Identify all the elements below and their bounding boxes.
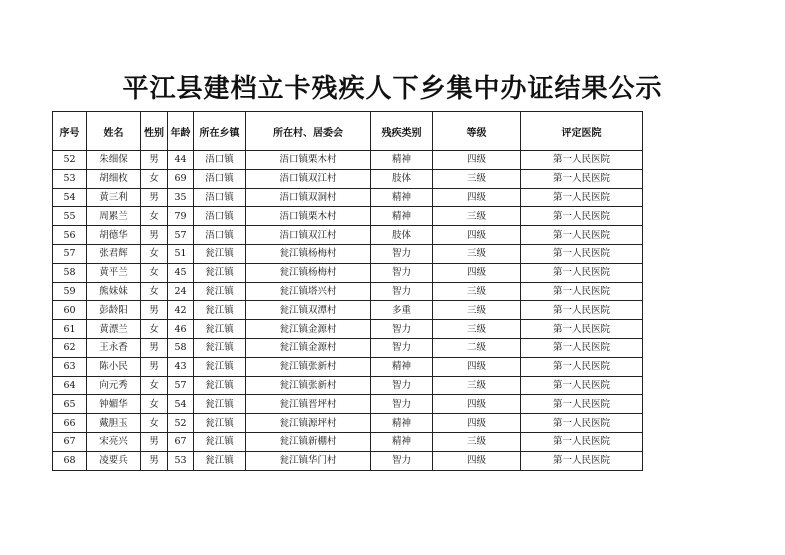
cell-village: 浯口镇双洞村 [246,188,371,207]
cell-level: 二级 [433,338,521,357]
cell-town: 浯口镇 [194,207,246,226]
cell-gender: 女 [141,244,168,263]
cell-gender: 男 [141,451,168,470]
page-title: 平江县建档立卡残疾人下乡集中办证结果公示 [122,74,663,104]
cell-age: 35 [168,188,194,207]
cell-age: 79 [168,207,194,226]
cell-hospital: 第一人民医院 [521,169,643,188]
cell-hospital: 第一人民医院 [521,226,643,245]
cell-age: 43 [168,357,194,376]
cell-level: 三级 [433,320,521,339]
cell-village: 瓮江镇杨梅村 [246,244,371,263]
cell-hospital: 第一人民医院 [521,432,643,451]
table-row [53,320,643,339]
cell-age: 58 [168,338,194,357]
cell-disability-type: 智力 [371,282,433,301]
cell-index: 64 [53,376,87,395]
cell-gender: 女 [141,395,168,414]
cell-age: 53 [168,451,194,470]
cell-disability-type: 精神 [371,207,433,226]
table-row [53,282,643,301]
cell-age: 52 [168,414,194,433]
header-index: 序号 [53,112,87,151]
cell-village: 瓮江镇金源村 [246,320,371,339]
cell-name: 王永香 [87,338,141,357]
cell-gender: 男 [141,357,168,376]
cell-name: 黄漂兰 [87,320,141,339]
cell-village: 瓮江镇张新村 [246,357,371,376]
cell-disability-type: 智力 [371,320,433,339]
table-row [53,451,643,470]
cell-village: 浯口镇栗木村 [246,207,371,226]
cell-index: 67 [53,432,87,451]
cell-level: 四级 [433,151,521,170]
cell-age: 67 [168,432,194,451]
cell-gender: 男 [141,226,168,245]
table-row [53,151,643,170]
cell-index: 57 [53,244,87,263]
header-gender: 性别 [141,112,168,151]
cell-disability-type: 精神 [371,357,433,376]
cell-gender: 女 [141,263,168,282]
cell-disability-type: 智力 [371,338,433,357]
cell-village: 瓮江镇双潭村 [246,301,371,320]
cell-level: 三级 [433,169,521,188]
table-row [53,338,643,357]
table-row [53,263,643,282]
cell-index: 54 [53,188,87,207]
cell-hospital: 第一人民医院 [521,151,643,170]
cell-name: 凌要兵 [87,451,141,470]
cell-name: 钟媚华 [87,395,141,414]
header-village: 所在村、居委会 [246,112,371,151]
cell-disability-type: 肢体 [371,169,433,188]
header-disability-type: 残疾类别 [371,112,433,151]
cell-town: 浯口镇 [194,226,246,245]
cell-name: 张君辉 [87,244,141,263]
table-row [53,301,643,320]
cell-level: 三级 [433,282,521,301]
table-row [53,414,643,433]
cell-index: 53 [53,169,87,188]
cell-name: 陈小民 [87,357,141,376]
cell-village: 瓮江镇新棚村 [246,432,371,451]
cell-index: 55 [53,207,87,226]
cell-hospital: 第一人民医院 [521,282,643,301]
cell-disability-type: 精神 [371,151,433,170]
cell-village: 瓮江镇晋坪村 [246,395,371,414]
cell-gender: 男 [141,151,168,170]
cell-town: 瓮江镇 [194,320,246,339]
cell-hospital: 第一人民医院 [521,376,643,395]
cell-name: 胡德华 [87,226,141,245]
cell-town: 瓮江镇 [194,357,246,376]
header-hospital: 评定医院 [521,112,643,151]
cell-age: 45 [168,263,194,282]
table-row [53,188,643,207]
cell-disability-type: 智力 [371,244,433,263]
cell-village: 瓮江镇华门村 [246,451,371,470]
cell-age: 57 [168,226,194,245]
cell-name: 胡细枚 [87,169,141,188]
cell-name: 朱细保 [87,151,141,170]
cell-index: 56 [53,226,87,245]
cell-name: 宋亮兴 [87,432,141,451]
cell-village: 瓮江镇张新村 [246,376,371,395]
cell-hospital: 第一人民医院 [521,207,643,226]
cell-age: 44 [168,151,194,170]
cell-town: 浯口镇 [194,169,246,188]
cell-name: 熊妹妹 [87,282,141,301]
cell-name: 周累兰 [87,207,141,226]
cell-village: 浯口镇栗木村 [246,151,371,170]
cell-level: 四级 [433,188,521,207]
cell-hospital: 第一人民医院 [521,395,643,414]
cell-gender: 女 [141,376,168,395]
cell-gender: 女 [141,414,168,433]
cell-index: 65 [53,395,87,414]
cell-town: 瓮江镇 [194,338,246,357]
cell-town: 瓮江镇 [194,244,246,263]
cell-gender: 女 [141,207,168,226]
cell-name: 黄平兰 [87,263,141,282]
cell-village: 瓮江镇塔兴村 [246,282,371,301]
cell-name: 戴胆玉 [87,414,141,433]
cell-age: 24 [168,282,194,301]
cell-disability-type: 精神 [371,432,433,451]
table-row [53,169,643,188]
cell-age: 46 [168,320,194,339]
cell-level: 四级 [433,226,521,245]
table-row [53,207,643,226]
cell-gender: 男 [141,338,168,357]
header-age: 年龄 [168,112,194,151]
header-name: 姓名 [87,112,141,151]
cell-level: 三级 [433,376,521,395]
table-row [53,357,643,376]
cell-index: 66 [53,414,87,433]
cell-disability-type: 智力 [371,395,433,414]
cell-village: 浯口镇双江村 [246,226,371,245]
cell-town: 浯口镇 [194,151,246,170]
cell-index: 60 [53,301,87,320]
cell-name: 彭龄阳 [87,301,141,320]
cell-level: 四级 [433,357,521,376]
cell-level: 四级 [433,451,521,470]
cell-gender: 男 [141,301,168,320]
cell-town: 瓮江镇 [194,376,246,395]
cell-town: 瓮江镇 [194,282,246,301]
cell-age: 51 [168,244,194,263]
cell-level: 四级 [433,263,521,282]
cell-disability-type: 肢体 [371,226,433,245]
header-town: 所在乡镇 [194,112,246,151]
cell-gender: 女 [141,320,168,339]
cell-disability-type: 智力 [371,451,433,470]
cell-village: 瓮江镇金源村 [246,338,371,357]
table-header-row [53,112,643,151]
cell-index: 62 [53,338,87,357]
table-row [53,395,643,414]
cell-index: 61 [53,320,87,339]
cell-village: 瓮江镇杨梅村 [246,263,371,282]
cell-town: 瓮江镇 [194,395,246,414]
cell-gender: 男 [141,188,168,207]
cell-disability-type: 精神 [371,414,433,433]
cell-age: 57 [168,376,194,395]
cell-index: 59 [53,282,87,301]
table-row [53,226,643,245]
cell-level: 四级 [433,395,521,414]
cell-gender: 女 [141,169,168,188]
cell-hospital: 第一人民医院 [521,263,643,282]
cell-town: 瓮江镇 [194,432,246,451]
cell-index: 68 [53,451,87,470]
cell-hospital: 第一人民医院 [521,451,643,470]
cell-gender: 男 [141,432,168,451]
table-row [53,432,643,451]
cell-disability-type: 多重 [371,301,433,320]
cell-hospital: 第一人民医院 [521,301,643,320]
cell-town: 瓮江镇 [194,414,246,433]
cell-index: 52 [53,151,87,170]
cell-town: 瓮江镇 [194,451,246,470]
cell-hospital: 第一人民医院 [521,320,643,339]
cell-age: 54 [168,395,194,414]
cell-town: 瓮江镇 [194,263,246,282]
cell-disability-type: 精神 [371,188,433,207]
cell-level: 三级 [433,301,521,320]
cell-hospital: 第一人民医院 [521,357,643,376]
cell-name: 向元秀 [87,376,141,395]
cell-hospital: 第一人民医院 [521,188,643,207]
cell-village: 浯口镇双江村 [246,169,371,188]
cell-age: 42 [168,301,194,320]
cell-level: 三级 [433,244,521,263]
cell-town: 浯口镇 [194,188,246,207]
results-table [52,111,643,471]
cell-disability-type: 智力 [371,263,433,282]
cell-gender: 女 [141,282,168,301]
cell-level: 四级 [433,414,521,433]
cell-village: 瓮江镇源坪村 [246,414,371,433]
cell-level: 三级 [433,207,521,226]
cell-hospital: 第一人民医院 [521,338,643,357]
table-row [53,376,643,395]
table-body [53,151,643,471]
cell-level: 三级 [433,432,521,451]
table-row [53,244,643,263]
cell-name: 黄三利 [87,188,141,207]
cell-index: 58 [53,263,87,282]
cell-disability-type: 智力 [371,376,433,395]
cell-index: 63 [53,357,87,376]
cell-hospital: 第一人民医院 [521,244,643,263]
cell-age: 69 [168,169,194,188]
cell-town: 瓮江镇 [194,301,246,320]
header-level: 等级 [433,112,521,151]
cell-hospital: 第一人民医院 [521,414,643,433]
